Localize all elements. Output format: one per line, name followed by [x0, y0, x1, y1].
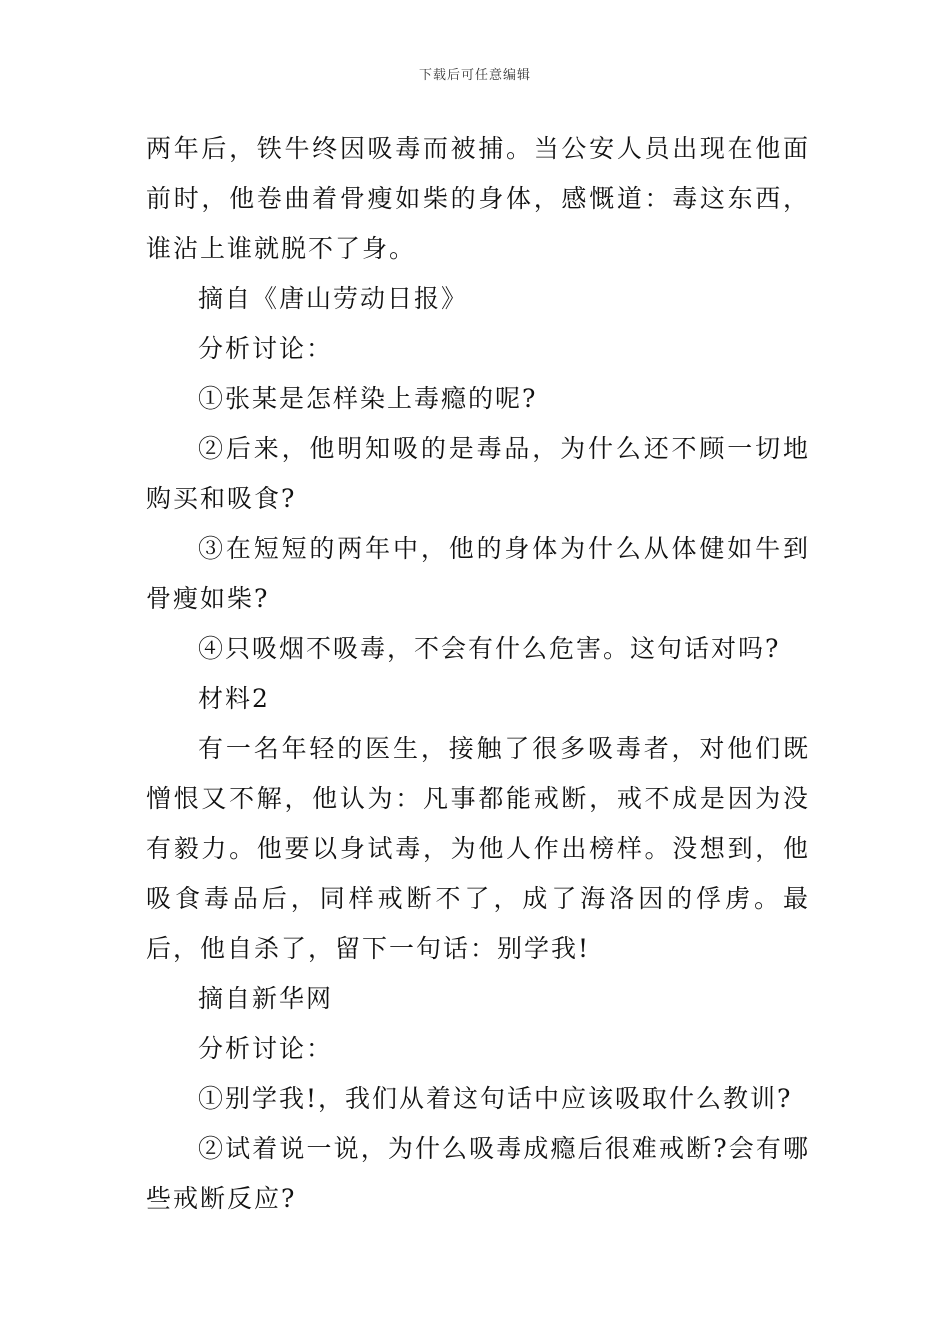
source-citation-2: 摘自新华网	[198, 984, 334, 1013]
question-1: ①张某是怎样染上毒瘾的呢?	[198, 384, 538, 413]
paragraph-doctor-story: 有一名年轻的医生，接触了很多吸毒者，对他们既憎恨又不解，他认为：凡事都能戒断，戒不成是因为没有毅力。他要以身试毒，为他人作出榜样。没想到，他吸食毒品后，同样戒断不了，成了海洛因的俘虏。最后，他自杀了，留下一句话：别学我!	[146, 734, 810, 963]
question-2-2: ②试着说一说，为什么吸毒成瘾后很难戒断?会有哪些戒断反应?	[146, 1134, 810, 1213]
question-4: ④只吸烟不吸毒，不会有什么危害。这句话对吗?	[198, 634, 781, 663]
page-header-note: 下载后可任意编辑	[418, 68, 531, 83]
question-2-1: ①别学我!，我们从着这句话中应该吸取什么教训?	[198, 1084, 793, 1113]
document-body	[146, 124, 810, 1224]
discussion-heading-2: 分析讨论：	[198, 1034, 334, 1063]
question-2: ②后来，他明知吸的是毒品，为什么还不顾一切地购买和吸食?	[146, 434, 810, 513]
paragraph-arrest: 两年后，铁牛终因吸毒而被捕。当公安人员出现在他面前时，他卷曲着骨瘦如柴的身体，感慨道：毒这东西，谁沾上谁就脱不了身。	[146, 134, 810, 263]
source-citation: 摘自《唐山劳动日报》	[198, 284, 469, 313]
question-3: ③在短短的两年中，他的身体为什么从体健如牛到骨瘦如柴?	[146, 534, 810, 613]
discussion-heading: 分析讨论：	[198, 334, 334, 363]
material-2-heading: 材料2	[198, 684, 270, 713]
